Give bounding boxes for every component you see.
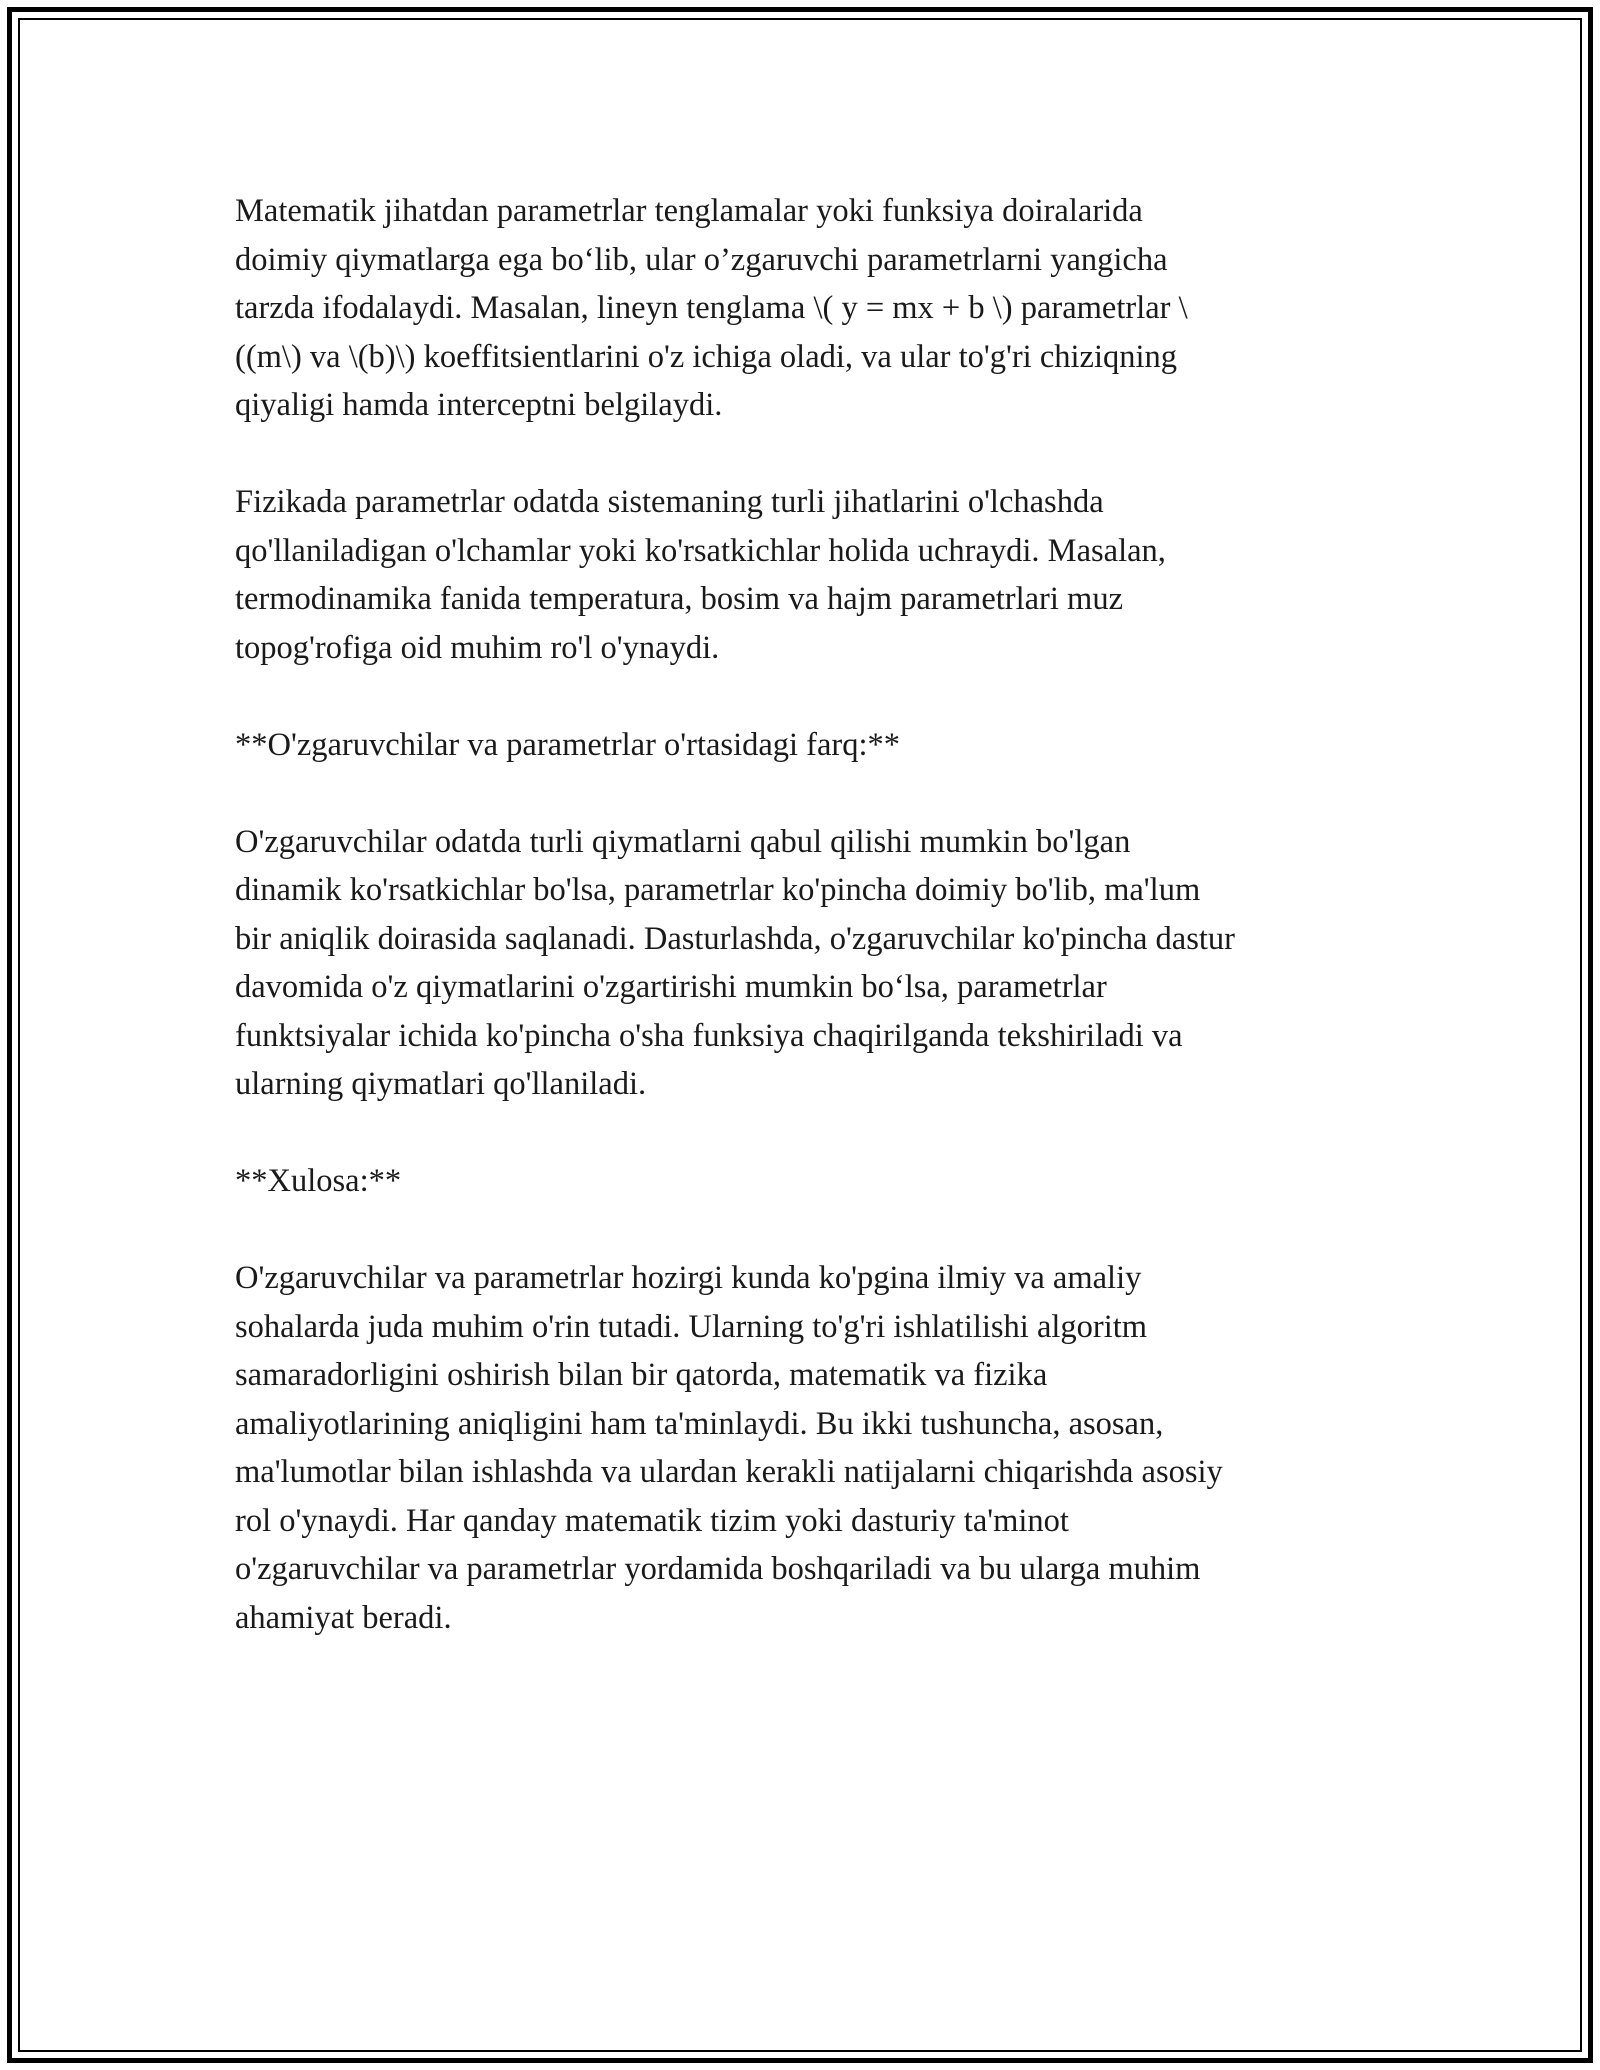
text-line: bir aniqlik doirasida saqlanadi. Dasturlashda, o'zgaruvchilar ko'pincha dastur xyxy=(235,920,1235,957)
text-line: ahamiyat beradi. xyxy=(235,1599,452,1636)
text-line: termodinamika fanida temperatura, bosim va hajm parametrlari muz xyxy=(235,581,1123,617)
text-line: ma'lumotlar bilan ishlashda va ulardan kerakli natijalarni chiqarishda asosiy xyxy=(235,1454,1223,1490)
heading-line: **Xulosa:** xyxy=(235,1163,402,1199)
text-line: Fizikada parametrlar odatda sistemaning turli jihatlarini o'lchashda xyxy=(235,484,1104,520)
text-line: tarzda ifodalaydi. Masalan, lineyn tenglama \( y = mx + b \) parametrlar \ xyxy=(235,290,1188,326)
text-line: rol o'ynaydi. Har qanday matematik tizim yoki dasturiy ta'minot xyxy=(235,1502,1069,1539)
paragraph-math-parameters xyxy=(235,187,1370,430)
text-line: dinamik ko'rsatkichlar bo'lsa, parametrlar ko'pincha doimiy bo'lib, ma'lum xyxy=(235,872,1201,908)
text-line: ((m\) va \(b)\) koeffitsientlarini o'z ichiga oladi, va ular to'g'ri chiziqning xyxy=(235,338,1178,375)
text-line: Matematik jihatdan parametrlar tenglamalar yoki funksiya doiralarida xyxy=(235,193,1143,229)
text-line: funktsiyalar ichida ko'pincha o'sha funksiya chaqirilganda tekshiriladi va xyxy=(235,1017,1183,1054)
text-line: O'zgaruvchilar odatda turli qiymatlarni qabul qilishi mumkin bo'lgan xyxy=(235,823,1131,860)
text-line: sohalarda juda muhim o'rin tutadi. Ularning to'g'ri ishlatilishi algoritm xyxy=(235,1308,1148,1345)
text-line: O'zgaruvchilar va parametrlar hozirgi kunda ko'pgina ilmiy va amaliy xyxy=(235,1260,1142,1296)
section-heading-conclusion xyxy=(235,1157,1370,1206)
text-line: topog'rofiga oid muhim ro'l o'ynaydi. xyxy=(235,629,720,666)
paragraph-physics-parameters xyxy=(235,478,1370,672)
section-heading-difference xyxy=(235,721,1370,770)
text-line: ularning qiymatlari qo'llaniladi. xyxy=(235,1066,647,1102)
paragraph-conclusion xyxy=(235,1254,1370,1642)
document-body xyxy=(235,187,1370,1642)
text-line: amaliyotlarining aniqligini ham ta'minlaydi. Bu ikki tushuncha, asosan, xyxy=(235,1405,1164,1442)
paragraph-variables-vs-parameters xyxy=(235,818,1370,1109)
text-line: qiyaligi hamda interceptni belgilaydi. xyxy=(235,387,723,423)
text-line: samaradorligini oshirish bilan bir qatorda, matematik va fizika xyxy=(235,1357,1048,1393)
text-line: doimiy qiymatlarga ega bo‘lib, ular o’zgaruvchi parametrlarni yangicha xyxy=(235,241,1168,278)
text-line: o'zgaruvchilar va parametrlar yordamida boshqariladi va bu ularga muhim xyxy=(235,1551,1201,1587)
text-line: qo'llaniladigan o'lchamlar yoki ko'rsatkichlar holida uchraydi. Masalan, xyxy=(235,532,1166,569)
heading-line: **O'zgaruvchilar va parametrlar o'rtasidagi farq:** xyxy=(235,726,901,763)
text-line: davomida o'z qiymatlarini o'zgartirishi mumkin bo‘lsa, parametrlar xyxy=(235,969,1107,1005)
